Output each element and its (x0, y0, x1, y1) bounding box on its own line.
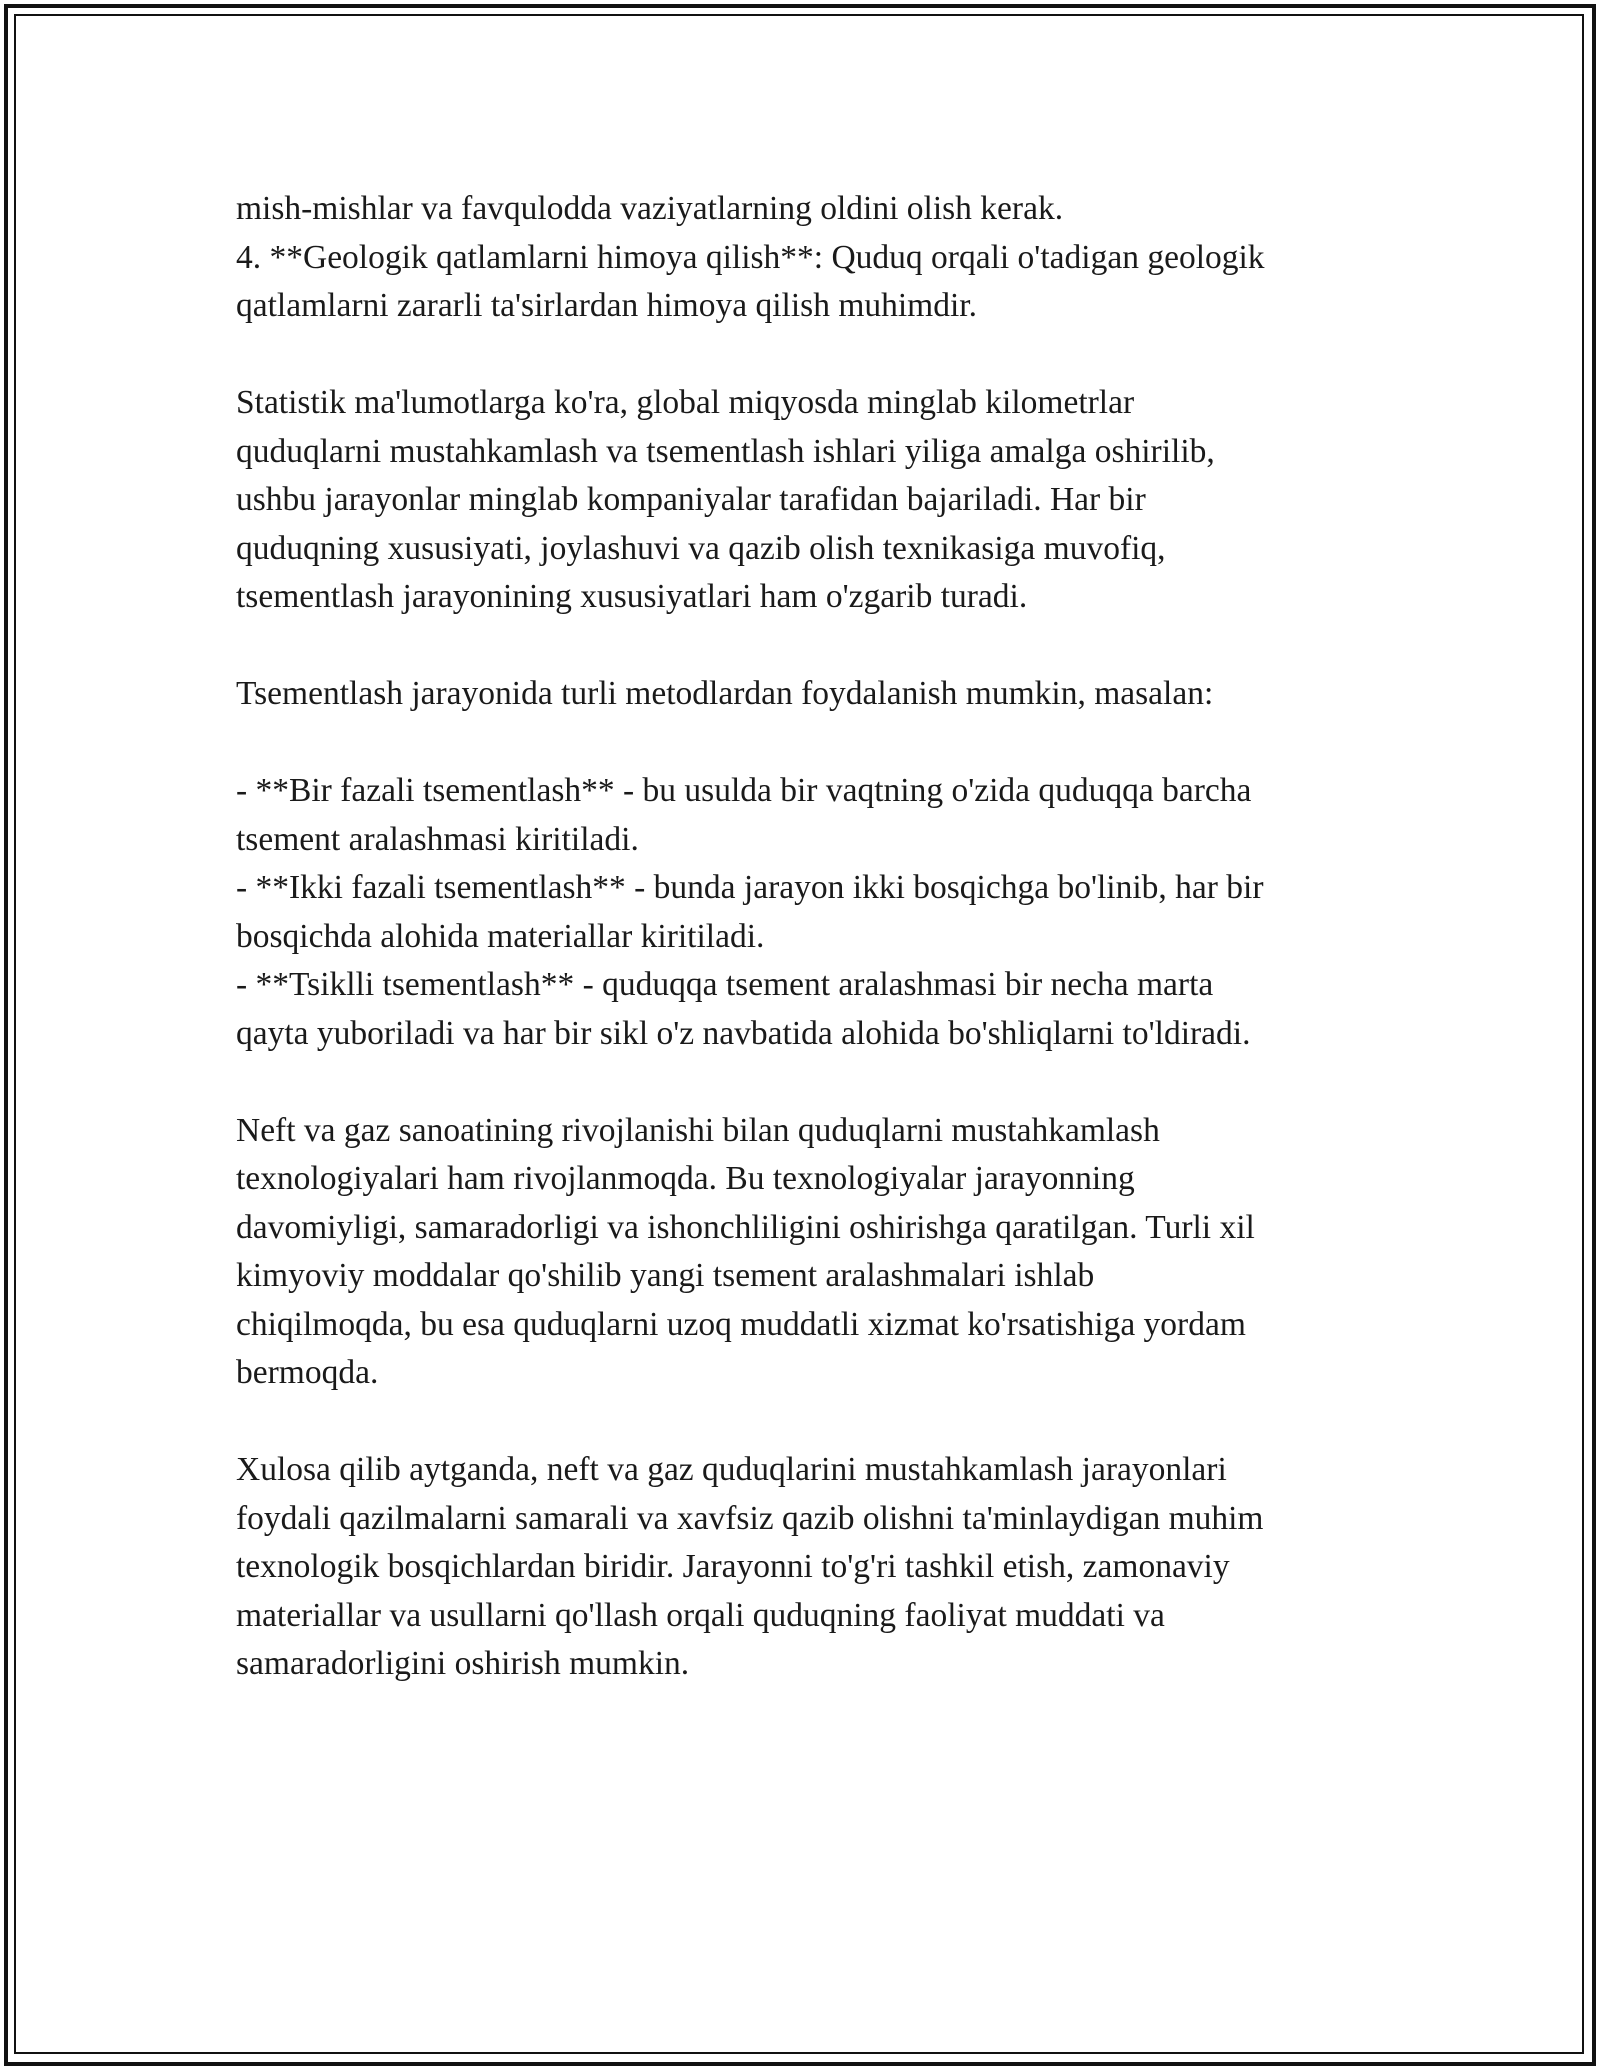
paragraph-gap (236, 719, 1416, 768)
text-line: chiqilmoqda, bu esa quduqlarni uzoq muddatli xizmat ko'rsatishiga yordam (236, 1305, 1246, 1343)
text-line: ushbu jarayonlar minglab kompaniyalar tarafidan bajariladi. Har bir (236, 481, 1146, 518)
paragraph (236, 379, 1416, 622)
text-line: foydali qazilmalarni samarali va xavfsiz qazib olishni ta'minlaydigan muhim (236, 1499, 1264, 1537)
paragraph-gap (236, 1398, 1416, 1447)
paragraph (236, 185, 1416, 331)
paragraph-gap (236, 331, 1416, 380)
paragraph-gap (236, 1058, 1416, 1107)
text-line: materiallar va usullarni qo'llash orqali quduqning faoliyat muddati va (236, 1596, 1165, 1634)
method-list (236, 767, 1416, 1058)
text-line: texnologik bosqichlardan biridir. Jarayonni to'g'ri tashkil etish, zamonaviy (236, 1548, 1230, 1585)
text-line: 4. **Geologik qatlamlarni himoya qilish**: Quduq orqali o'tadigan geologik (236, 238, 1265, 276)
list-item-line: - **Bir fazali tsementlash** - bu usulda bir vaqtning o'zida quduqqa barcha (236, 772, 1252, 809)
text-line: Neft va gaz sanoatining rivojlanishi bilan quduqlarni mustahkamlash (236, 1111, 1160, 1149)
list-item-line: - **Ikki fazali tsementlash** - bunda jarayon ikki bosqichga bo'linib, har bir (236, 869, 1264, 906)
text-line: Statistik ma'lumotlarga ko'ra, global miqyosda minglab kilometrlar (236, 384, 1135, 421)
conclusion-paragraph (236, 1446, 1416, 1689)
text-line: quduqlarni mustahkamlash va tsementlash ishlari yiliga amalga oshirilib, (236, 432, 1215, 470)
text-line: samaradorligini oshirish mumkin. (236, 1645, 690, 1682)
list-item-line: - **Tsiklli tsementlash** - quduqqa tsement aralashmasi bir necha marta (236, 966, 1214, 1003)
document-body (236, 185, 1416, 1689)
text-line: Tsementlash jarayonida turli metodlardan foydalanish mumkin, masalan: (236, 675, 1214, 712)
text-line: davomiyligi, samaradorligi va ishonchliligini oshirishga qaratilgan. Turli xil (236, 1208, 1255, 1246)
list-item-line: bosqichda alohida materiallar kiritiladi. (236, 917, 765, 955)
paragraph (236, 670, 1416, 719)
paragraph (236, 1107, 1416, 1398)
paragraph-gap (236, 622, 1416, 671)
text-line: bermoqda. (236, 1354, 379, 1391)
text-line: tsementlash jarayonining xususiyatlari ham o'zgarib turadi. (236, 578, 1028, 615)
text-line: qatlamlarni zararli ta'sirlardan himoya qilish muhimdir. (236, 287, 977, 324)
text-line: mish-mishlar va favqulodda vaziyatlarning oldini olish kerak. (236, 190, 1064, 227)
text-line: texnologiyalari ham rivojlanmoqda. Bu texnologiyalar jarayonning (236, 1160, 1135, 1197)
list-item-line: qayta yuboriladi va har bir sikl o'z navbatida alohida bo'shliqlarni to'ldiradi. (236, 1014, 1251, 1052)
text-line: kimyoviy moddalar qo'shilib yangi tsement aralashmalari ishlab (236, 1257, 1095, 1294)
text-line: Xulosa qilib aytganda, neft va gaz quduqlarini mustahkamlash jarayonlari (236, 1451, 1227, 1488)
text-line: quduqning xususiyati, joylashuvi va qazib olish texnikasiga muvofiq, (236, 529, 1166, 567)
list-item-line: tsement aralashmasi kiritiladi. (236, 820, 639, 858)
